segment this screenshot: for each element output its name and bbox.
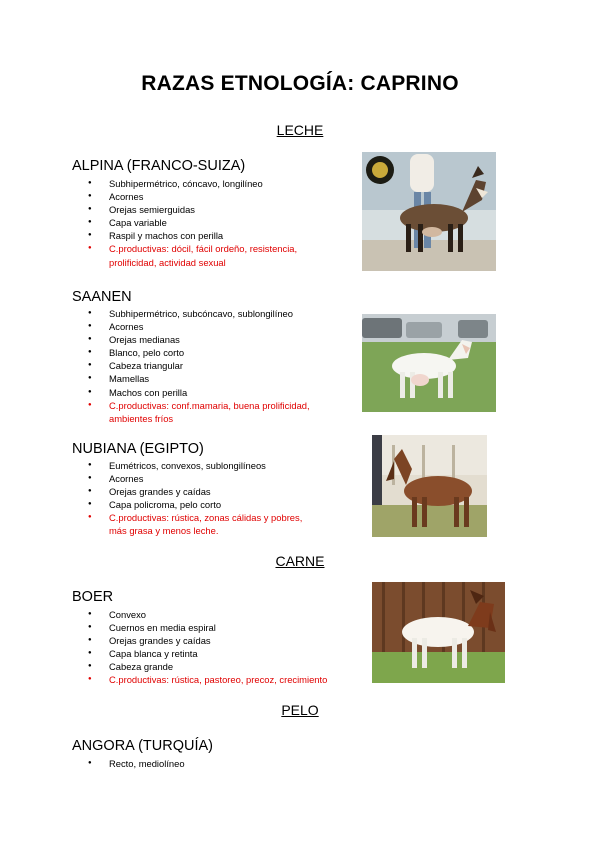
trait-list-boer bbox=[72, 608, 327, 687]
breed-title-alpina: ALPINA (FRANCO-SUIZA) bbox=[72, 158, 246, 174]
productive-line: C.productivas: rústica, zonas cálidas y pobres, bbox=[109, 512, 303, 524]
list-item: ● Acornes bbox=[72, 190, 297, 203]
list-item: ● Mamellas bbox=[72, 372, 310, 385]
alpina-goat-photo bbox=[362, 152, 496, 271]
list-item: ● Eumétricos, convexos, sublongilíneos bbox=[72, 459, 302, 472]
productive-line: ambientes fríos bbox=[109, 412, 174, 424]
list-item-productive bbox=[72, 242, 297, 268]
productive-line: prolificidad, actividad sexual bbox=[109, 256, 226, 268]
list-item: ● Orejas semierguidas bbox=[72, 203, 297, 216]
list-item: ● Orejas grandes y caídas bbox=[72, 634, 327, 647]
list-item: ● Orejas grandes y caídas bbox=[72, 485, 302, 498]
list-item: ● Cabeza grande bbox=[72, 660, 327, 673]
list-item-productive bbox=[72, 511, 302, 537]
list-item-productive bbox=[72, 399, 310, 425]
trait-list-saanen bbox=[72, 307, 310, 425]
trait-list-nubiana bbox=[72, 459, 302, 538]
list-item: ● Subhipermétrico, cóncavo, longilíneo bbox=[72, 177, 297, 190]
list-item: ● Capa variable bbox=[72, 216, 297, 229]
nubiana-goat-photo bbox=[372, 435, 487, 537]
trait-list-alpina bbox=[72, 177, 297, 269]
productive-line: C.productivas: dócil, fácil ordeño, resistencia, bbox=[109, 243, 298, 255]
breed-title-angora: ANGORA (TURQUÍA) bbox=[72, 738, 213, 754]
boer-goat-photo bbox=[372, 582, 505, 683]
productive-line: más grasa y menos leche. bbox=[109, 525, 219, 537]
list-item: ● Orejas medianas bbox=[72, 333, 310, 346]
list-item: ● Blanco, pelo corto bbox=[72, 346, 310, 359]
breed-title-boer: BOER bbox=[72, 589, 114, 605]
list-item: ● Acornes bbox=[72, 472, 302, 485]
list-item: ● Acornes bbox=[72, 320, 310, 333]
section-heading-carne: CARNE bbox=[275, 553, 325, 569]
list-item: ● Capa blanca y retinta bbox=[72, 647, 327, 660]
list-item: ● Recto, mediolíneo bbox=[72, 757, 185, 770]
list-item: ● Capa policroma, pelo corto bbox=[72, 498, 302, 511]
page-title: RAZAS ETNOLOGÍA: CAPRINO bbox=[141, 72, 459, 95]
productive-line: C.productivas: conf.mamaria, buena prolificidad, bbox=[109, 399, 310, 411]
list-item: ● Cuernos en media espiral bbox=[72, 621, 327, 634]
trait-list-angora bbox=[72, 757, 185, 770]
list-item-productive: ● C.productivas: rústica, pastoreo, precoz, crecimiento bbox=[72, 673, 327, 686]
saanen-goat-photo bbox=[362, 314, 496, 412]
list-item: ● Cabeza triangular bbox=[72, 359, 310, 372]
list-item: ● Convexo bbox=[72, 608, 327, 621]
list-item: ● Machos con perilla bbox=[72, 386, 310, 399]
section-heading-leche: LECHE bbox=[276, 122, 324, 138]
list-item: ● Subhipermétrico, subcóncavo, sublongilíneo bbox=[72, 307, 310, 320]
list-item: ● Raspil y machos con perilla bbox=[72, 229, 297, 242]
breed-title-saanen: SAANEN bbox=[72, 289, 132, 305]
breed-title-nubiana: NUBIANA (EGIPTO) bbox=[72, 441, 204, 457]
section-heading-pelo: PELO bbox=[281, 702, 319, 718]
